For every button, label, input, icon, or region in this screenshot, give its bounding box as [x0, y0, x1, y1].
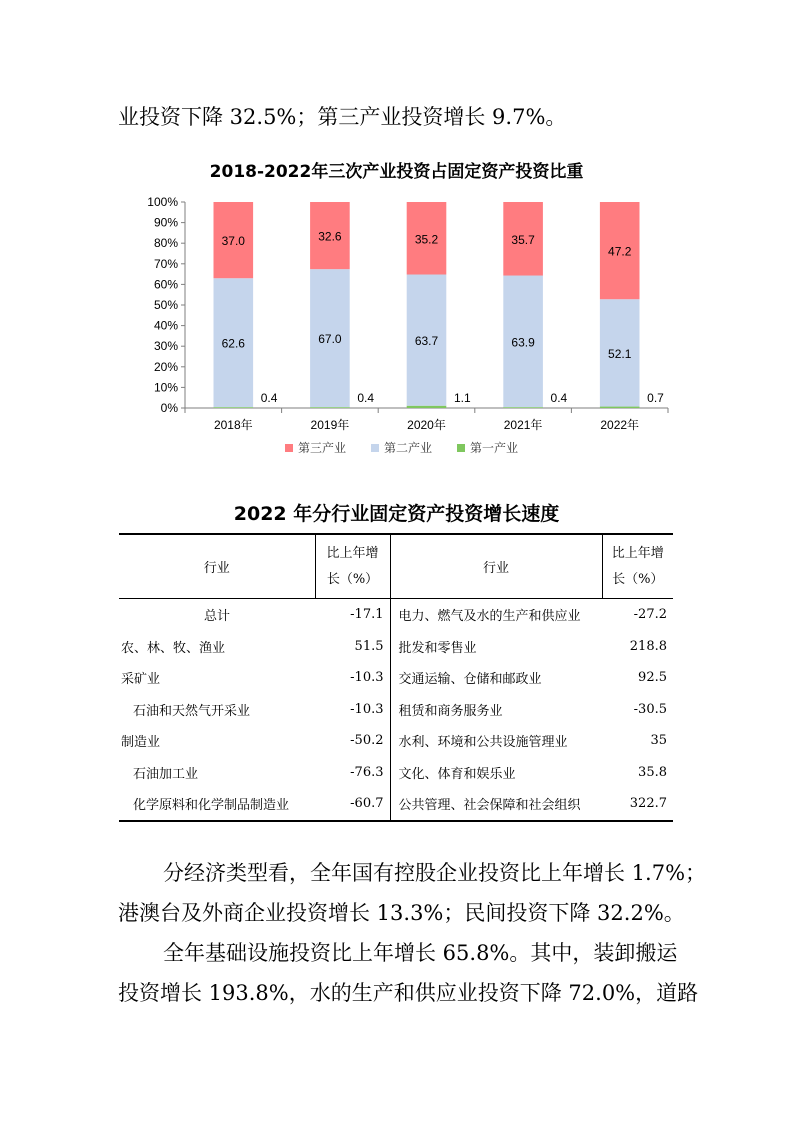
row-growth: -76.3	[315, 757, 390, 789]
header-growth-line2: 长（%）	[612, 571, 664, 587]
bar-primary-sector	[600, 407, 640, 408]
y-tick-label: 40%	[153, 318, 178, 333]
header-growth-right	[602, 534, 673, 599]
table-row	[119, 631, 673, 663]
row-growth: 92.5	[638, 670, 667, 686]
header-growth-line2: 长（%）	[326, 571, 379, 587]
data-label-tertiary: 35.2	[414, 232, 439, 247]
row-growth: -30.5	[633, 701, 667, 717]
data-label-tertiary: 35.7	[511, 232, 535, 247]
data-label-tertiary: 37.0	[221, 234, 245, 249]
y-tick-label: 50%	[153, 298, 178, 312]
table-row	[119, 599, 673, 631]
header-industry-left: 行业	[119, 534, 315, 599]
row-growth: -60.7	[315, 788, 390, 821]
table-row	[119, 662, 673, 694]
data-label-primary: 0.4	[550, 391, 568, 405]
row-industry: 农、林、牧、渔业	[121, 640, 226, 656]
legend-label: 第一产业	[470, 441, 519, 455]
row-growth: -10.3	[315, 694, 390, 726]
bar-primary-sector	[503, 407, 543, 408]
data-label-tertiary: 32.6	[318, 229, 342, 244]
y-tick-label: 80%	[153, 236, 178, 251]
bar-primary-sector	[310, 407, 350, 408]
row-growth: -27.2	[633, 607, 667, 623]
data-label-primary: 0.4	[260, 391, 278, 405]
row-industry: 总计	[203, 609, 230, 625]
row-industry: 租赁和商务服务业	[398, 703, 503, 719]
y-tick-label: 10%	[153, 380, 178, 395]
header-industry-right: 行业	[390, 534, 602, 599]
row-industry: 水利、环境和公共设施管理业	[398, 735, 568, 751]
y-tick-label: 20%	[153, 359, 178, 374]
table-row	[119, 788, 673, 821]
y-tick-label: 90%	[153, 215, 178, 230]
bar-primary-sector	[407, 406, 447, 408]
row-growth: -10.3	[315, 662, 390, 694]
table-row	[119, 757, 673, 789]
paragraph-infrastructure-line1: 全年基础设施投资比上年增长 65.8%。其中，装卸搬运	[163, 941, 678, 965]
data-label-primary: 0.7	[647, 391, 664, 405]
row-growth: -50.2	[315, 725, 390, 757]
table-row	[119, 725, 673, 757]
y-tick-label: 0%	[160, 401, 178, 415]
y-tick-label: 60%	[153, 277, 178, 292]
x-tick-label: 2019年	[310, 418, 350, 432]
table-title: 2022 年分行业固定资产投资增长速度	[233, 503, 560, 525]
header-growth-line1: 比上年增	[326, 545, 379, 561]
industry-growth-table	[119, 533, 673, 822]
legend-label: 第二产业	[384, 441, 433, 455]
y-tick-label: 100%	[147, 195, 178, 209]
data-label-primary: 0.4	[357, 391, 375, 405]
data-label-secondary: 63.7	[414, 334, 439, 349]
row-growth: 35	[650, 733, 667, 749]
row-industry: 采矿业	[121, 672, 161, 688]
data-label-primary: 1.1	[453, 391, 471, 405]
row-growth: 51.5	[315, 631, 390, 663]
data-label-tertiary: 47.2	[608, 244, 632, 259]
row-industry: 公共管理、社会保障和社会组织	[390, 788, 602, 821]
bar-primary-sector	[213, 407, 253, 408]
legend-swatch	[285, 444, 293, 452]
row-growth: -17.1	[315, 599, 390, 631]
data-label-secondary: 62.6	[221, 336, 245, 351]
legend-swatch	[457, 444, 465, 452]
row-growth: 35.8	[638, 764, 667, 780]
row-industry: 文化、体育和娱乐业	[398, 766, 516, 782]
row-growth: 322.7	[602, 788, 673, 821]
data-label-secondary: 63.9	[511, 335, 535, 350]
paragraph-economic-type-line2: 港澳台及外商企业投资增长 13.3%；民间投资下降 32.2%。	[118, 901, 685, 925]
row-industry: 石油和天然气开采业	[133, 703, 251, 719]
stacked-bar-chart	[140, 190, 664, 470]
data-label-secondary: 67.0	[318, 332, 342, 347]
row-industry: 批发和零售业	[398, 640, 477, 656]
paragraph-economic-type-line1: 分经济类型看，全年国有控股企业投资比上年增长 1.7%；	[163, 861, 707, 885]
data-label-secondary: 52.1	[608, 346, 632, 361]
legend-label: 第三产业	[298, 441, 347, 455]
paragraph-intro: 业投资下降 32.5%；第三产业投资增长 9.7%。	[118, 105, 567, 129]
header-growth-left	[315, 534, 390, 599]
x-tick-label: 2020年	[407, 418, 446, 432]
legend-swatch	[371, 444, 379, 452]
table-header-row	[119, 534, 673, 599]
row-industry: 化学原料和化学制品制造业	[119, 788, 315, 821]
row-industry: 电力、燃气及水的生产和供应业	[398, 609, 581, 625]
x-tick-label: 2021年	[503, 418, 543, 432]
row-growth: 218.8	[629, 638, 667, 654]
y-tick-label: 70%	[153, 256, 178, 271]
x-tick-label: 2018年	[213, 418, 253, 432]
table-row	[119, 694, 673, 726]
chart-title: 2018-2022年三次产业投资占固定资产投资比重	[209, 162, 584, 182]
row-industry: 制造业	[121, 735, 161, 751]
paragraph-infrastructure-line2: 投资增长 193.8%，水的生产和供应业投资下降 72.0%，道路	[118, 981, 699, 1005]
x-tick-label: 2022年	[600, 418, 640, 432]
row-industry: 石油加工业	[133, 766, 199, 782]
y-tick-label: 30%	[153, 339, 178, 354]
header-growth-line1: 比上年增	[611, 545, 664, 561]
row-industry: 交通运输、仓储和邮政业	[398, 672, 542, 688]
